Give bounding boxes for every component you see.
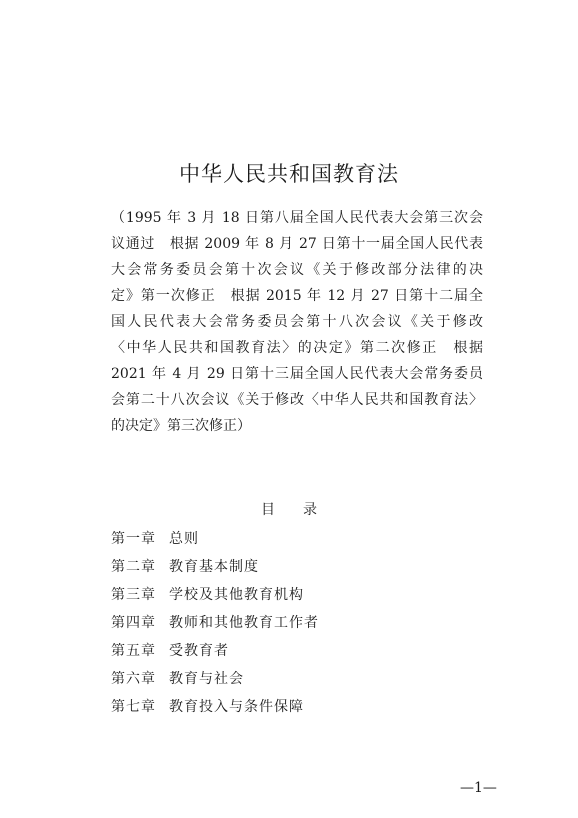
toc-chapter-name: 学校及其他教育机构 <box>169 587 304 603</box>
toc-chapter-number: 第五章 <box>111 643 156 659</box>
toc-item[interactable] <box>111 665 319 693</box>
toc-heading <box>0 499 578 519</box>
toc-chapter-name: 受教育者 <box>169 643 229 659</box>
toc-heading-char: 目 <box>261 502 275 518</box>
toc-heading-char: 录 <box>303 502 317 518</box>
history-line: 的决定》第三次修正） <box>111 418 251 434</box>
table-of-contents <box>111 525 319 721</box>
toc-chapter-number: 第二章 <box>111 559 156 575</box>
toc-chapter-number: 第六章 <box>111 671 156 687</box>
history-line: 国人民代表大会常务委员会第十八次会议《关于修改 <box>111 314 483 330</box>
toc-chapter-name: 教育基本制度 <box>169 559 259 575</box>
history-line: 议通过 根据 2009 年 8 月 27 日第十一届全国人民代表 <box>111 236 483 252</box>
toc-chapter-name: 教育与社会 <box>169 671 244 687</box>
page-number: —1— <box>460 780 497 796</box>
history-line: 大会常务委员会第十次会议《关于修改部分法律的决 <box>111 262 483 278</box>
toc-chapter-number: 第四章 <box>111 615 156 631</box>
toc-chapter-number: 第七章 <box>111 699 156 715</box>
toc-chapter-number: 第三章 <box>111 587 156 603</box>
toc-chapter-name: 总则 <box>169 531 199 547</box>
toc-item[interactable] <box>111 637 319 665</box>
history-line: 2021 年 4 月 29 日第十三届全国人民代表大会常务委员 <box>111 366 483 382</box>
toc-chapter-name: 教育投入与条件保障 <box>169 699 304 715</box>
history-line: 定》第一次修正 根据 2015 年 12 月 27 日第十二届全 <box>111 288 483 304</box>
toc-item[interactable] <box>111 581 319 609</box>
history-line: （1995 年 3 月 18 日第八届全国人民代表大会第三次会 <box>111 210 483 226</box>
toc-chapter-name: 教师和其他教育工作者 <box>169 615 319 631</box>
toc-chapter-number: 第一章 <box>111 531 156 547</box>
toc-item[interactable] <box>111 609 319 637</box>
history-line: 〈中华人民共和国教育法〉的决定》第二次修正 根据 <box>111 340 483 356</box>
history-line: 会第二十八次会议《关于修改〈中华人民共和国教育法〉 <box>111 392 483 408</box>
toc-item[interactable] <box>111 525 319 553</box>
toc-item[interactable] <box>111 693 319 721</box>
toc-item[interactable] <box>111 553 319 581</box>
document-title: 中华人民共和国教育法 <box>179 162 399 186</box>
amendment-history <box>111 205 483 439</box>
